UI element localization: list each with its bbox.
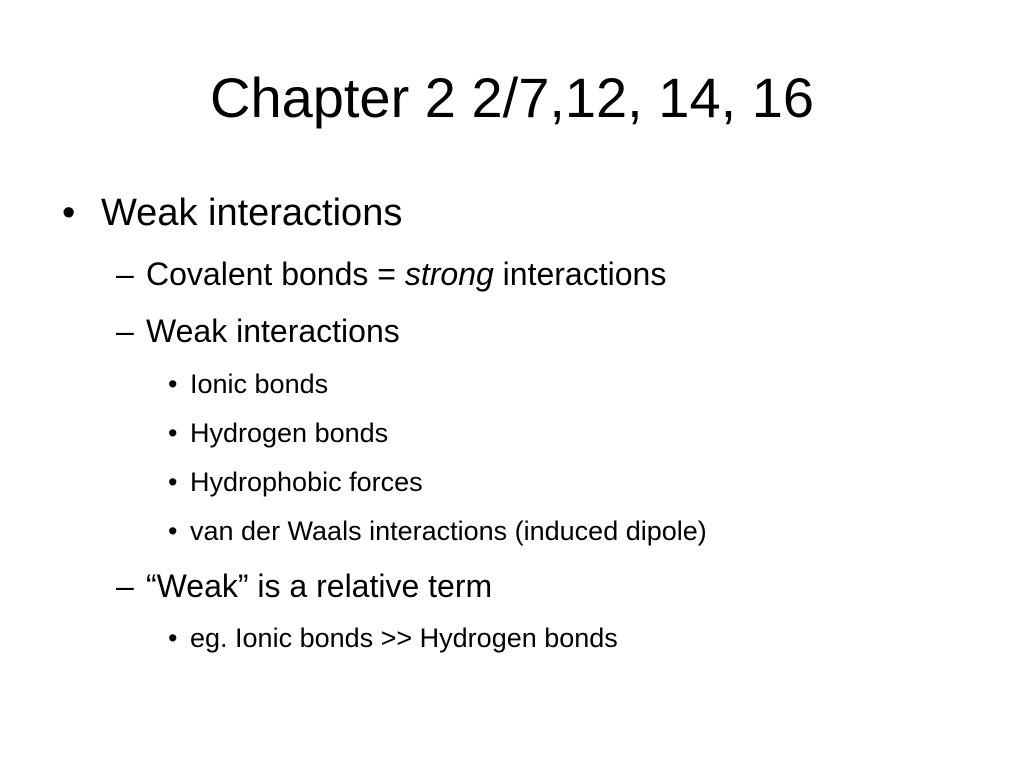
slide-title: Chapter 2 2/7,12, 14, 16 <box>210 66 814 129</box>
outline-item-weak-interactions: Weak interactions <box>101 192 403 234</box>
list-item-ionic-vs-hydrogen: eg. Ionic bonds >> Hydrogen bonds <box>190 623 618 653</box>
bullet-marker: • <box>168 467 178 497</box>
list-item-hydrogen-bonds: Hydrogen bonds <box>190 418 389 448</box>
bullet-marker: • <box>168 516 178 546</box>
dash-marker: – <box>116 256 134 292</box>
bullet-marker: • <box>168 418 178 448</box>
list-item-ionic-bonds: Ionic bonds <box>190 369 329 399</box>
strong-emphasis: strong <box>404 256 494 292</box>
bullet-marker: • <box>168 369 178 399</box>
bullet-marker: • <box>168 623 178 653</box>
list-item-hydrophobic-forces: Hydrophobic forces <box>190 467 423 497</box>
interactions-text: interactions <box>493 256 667 292</box>
covalent-text: Covalent bonds = <box>146 256 405 292</box>
outline-item-covalent-bonds <box>146 255 666 293</box>
outline-item-weak-interactions-sub: Weak interactions <box>146 313 400 349</box>
outline-item-relative-term: “Weak” is a relative term <box>146 568 493 604</box>
dash-marker: – <box>116 568 134 604</box>
bullet-marker: • <box>62 192 76 234</box>
dash-marker: – <box>116 313 134 349</box>
list-item-van-der-waals: van der Waals interactions (induced dipole) <box>190 516 707 546</box>
